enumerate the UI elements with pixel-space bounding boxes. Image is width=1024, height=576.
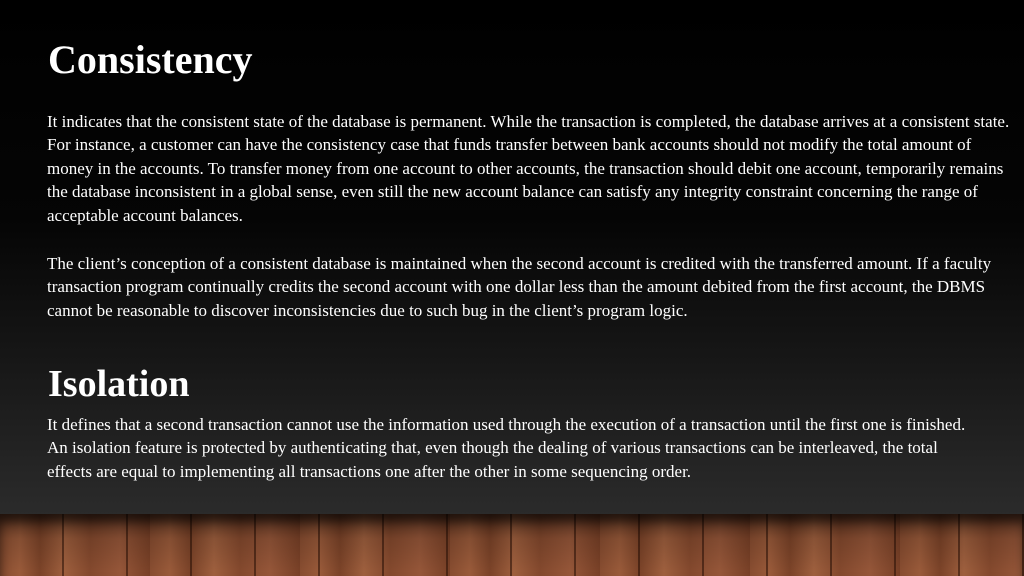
heading-consistency: Consistency bbox=[48, 37, 253, 82]
paragraph-consistency-example: The client’s conception of a consistent database is maintained when the second account is credited with the transferred amount. If a faculty transaction program continually credits the second account with one dollar less than the amount debited from the first account, the DBMS cannot be reasonable to discover inconsistencies due to such bug in the client’s program logic. bbox=[47, 254, 992, 320]
paragraph-isolation-definition: It defines that a second transaction cannot use the information used through the execution of a transaction until the first one is finished. An isolation feature is protected by authenticating that, even though the dealing of various transactions can be interleaved, the total effects are equal to implementing all transactions one after the other in some sequencing order. bbox=[47, 415, 966, 481]
heading-isolation: Isolation bbox=[48, 363, 190, 405]
paragraph-consistency-definition: It indicates that the consistent state of the database is permanent. While the transaction is completed, the database arrives at a consistent state. For instance, a customer can have the consistency case that funds transfer between bank accounts should not modify the total amount of money in the accounts. To transfer money from one account to other accounts, the transaction should debit one account, temporarily remains the database inconsistent in a global sense, even still the new account balance can satisfy any integrity constraint concerning the range of acceptable account balances. bbox=[47, 112, 1010, 225]
floor-shadow bbox=[0, 514, 1024, 576]
